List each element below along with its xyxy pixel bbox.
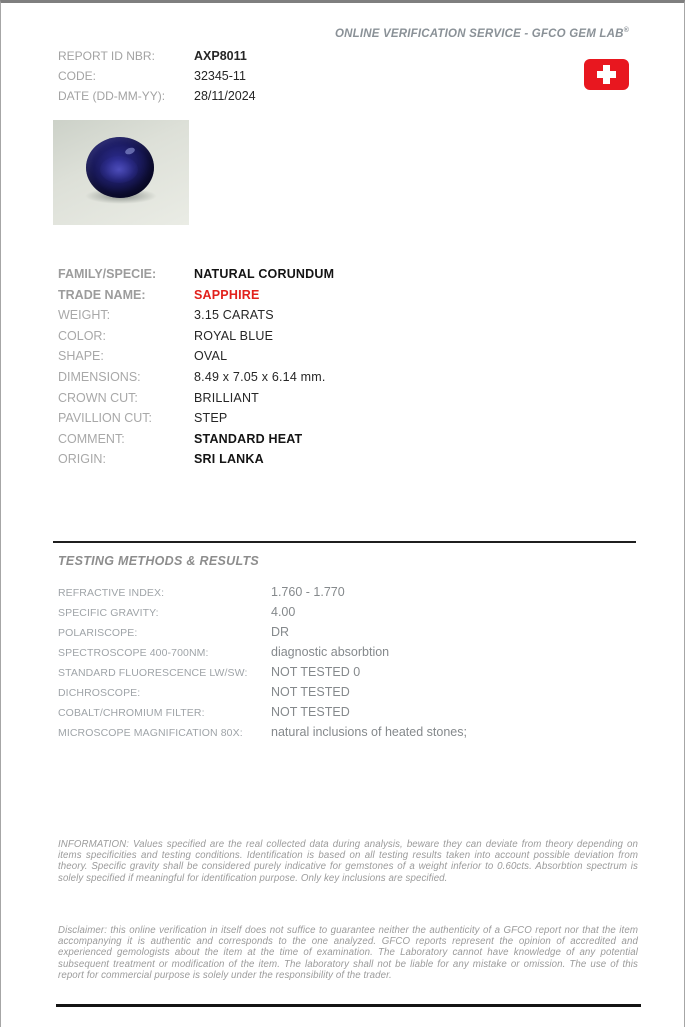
identification-value: OVAL xyxy=(194,349,228,364)
swiss-flag-icon xyxy=(584,59,629,90)
identification-value: 3.15 CARATS xyxy=(194,308,274,323)
identification-row xyxy=(58,308,334,329)
identification-label: FAMILY/SPECIE: xyxy=(58,267,157,281)
identification-label: ORIGIN: xyxy=(58,452,106,467)
testing-value: NOT TESTED 0 xyxy=(271,665,361,679)
report-field-value: AXP8011 xyxy=(194,49,247,63)
identification-row xyxy=(58,267,334,288)
identification-row xyxy=(58,452,334,473)
identification-value: STEP xyxy=(194,411,228,426)
identification-row xyxy=(58,288,334,309)
service-title xyxy=(335,27,629,40)
testing-label: STANDARD FLUORESCENCE LW/SW: xyxy=(58,667,248,679)
identification-row xyxy=(58,432,334,453)
identification-value: 8.49 x 7.05 x 6.14 mm. xyxy=(194,369,326,384)
identification-label: TRADE NAME: xyxy=(58,287,146,302)
service-title-text: ONLINE VERIFICATION SERVICE - GFCO GEM LAB xyxy=(334,27,624,40)
testing-row xyxy=(58,625,467,645)
identification-value: SRI LANKA xyxy=(194,452,264,467)
testing-label: COBALT/CHROMIUM FILTER: xyxy=(58,707,205,719)
testing-row xyxy=(58,725,467,745)
registered-trademark-symbol: ® xyxy=(623,27,629,34)
identification-label: COLOR: xyxy=(58,328,106,343)
identification-row xyxy=(58,329,334,350)
report-field-label: DATE (DD-MM-YY): xyxy=(58,89,166,103)
testing-value: DR xyxy=(271,625,290,639)
identification-row xyxy=(58,391,334,412)
identification-row xyxy=(58,349,334,370)
identification-label: WEIGHT: xyxy=(58,308,111,323)
testing-label: MICROSCOPE MAGNIFICATION 80X: xyxy=(58,727,243,739)
report-field-label: CODE: xyxy=(58,69,97,83)
report-field-value: 28/11/2024 xyxy=(194,89,256,103)
swiss-cross-horizontal xyxy=(597,71,616,78)
information-note: INFORMATION: Values specified are the real collected data during analysis, beware they can deviate from theory depending on items specificities and testing conditions. Identification is based on all testing results taken into account possible deviation from theory. Specific gravity shall be considered purely indicative for gemstones of a weight inferior to 0.60cts. Absorbtion spectrum is solely specified if meaningful for identification purpose. Only key inclusions are specified. xyxy=(58,839,638,884)
testing-value: diagnostic absorbtion xyxy=(271,645,390,659)
identification-value: SAPPHIRE xyxy=(194,287,260,302)
section-divider-line xyxy=(53,541,636,543)
identification-label: PAVILLION CUT: xyxy=(58,411,153,426)
identification-value: ROYAL BLUE xyxy=(194,328,274,343)
testing-value: 1.760 - 1.770 xyxy=(271,585,345,599)
identification-row xyxy=(58,411,334,432)
bottom-rule-line xyxy=(56,1004,641,1007)
identification-label: DIMENSIONS: xyxy=(58,369,141,384)
testing-value: NOT TESTED xyxy=(271,705,350,719)
testing-row xyxy=(58,605,467,625)
testing-label: SPECIFIC GRAVITY: xyxy=(58,607,159,619)
gem-highlight xyxy=(100,156,138,183)
identification-value: BRILLIANT xyxy=(194,390,260,405)
gem-photo xyxy=(53,120,189,225)
disclaimer-note: Disclaimer: this online verification in itself does not suffice to guarantee neither the authenticity of a GFCO report nor that the item accompanying it is authentic and corresponds to the one analyzed. GFCO reports represent the opinion of accredited and experienced gemologists about the item at the time of examination. The Laboratory cannot have knowledge of any potential subsequent treatment or modification of the item. The laboratory shall not be liable for any mistake or omission. The use of this report for commercial purpose is solely under the responsibility of the trader. xyxy=(58,925,638,981)
report-field-label: REPORT ID NBR: xyxy=(58,49,155,63)
identification-section xyxy=(58,267,334,473)
testing-label: SPECTROSCOPE 400-700NM: xyxy=(58,647,209,659)
testing-section-title: TESTING METHODS & RESULTS xyxy=(58,554,260,568)
testing-row xyxy=(58,685,467,705)
report-field-row xyxy=(58,69,256,89)
identification-label: COMMENT: xyxy=(58,431,125,446)
testing-label: REFRACTIVE INDEX: xyxy=(58,587,165,599)
identification-value: STANDARD HEAT xyxy=(194,431,303,446)
identification-label: CROWN CUT: xyxy=(58,390,138,405)
testing-section xyxy=(58,585,467,745)
testing-label: POLARISCOPE: xyxy=(58,627,138,639)
identification-label: SHAPE: xyxy=(58,349,104,364)
testing-label: DICHROSCOPE: xyxy=(58,687,141,699)
testing-value: NOT TESTED xyxy=(271,685,350,699)
testing-row xyxy=(58,705,467,725)
identification-value: NATURAL CORUNDUM xyxy=(194,267,335,281)
report-field-value: 32345-11 xyxy=(194,69,246,83)
testing-row xyxy=(58,585,467,605)
report-header-fields xyxy=(58,49,256,109)
report-field-row xyxy=(58,89,256,109)
testing-row xyxy=(58,665,467,685)
testing-value: natural inclusions of heated stones; xyxy=(271,725,467,739)
testing-row xyxy=(58,645,467,665)
report-field-row xyxy=(58,49,256,69)
identification-row xyxy=(58,370,334,391)
testing-value: 4.00 xyxy=(271,605,296,619)
